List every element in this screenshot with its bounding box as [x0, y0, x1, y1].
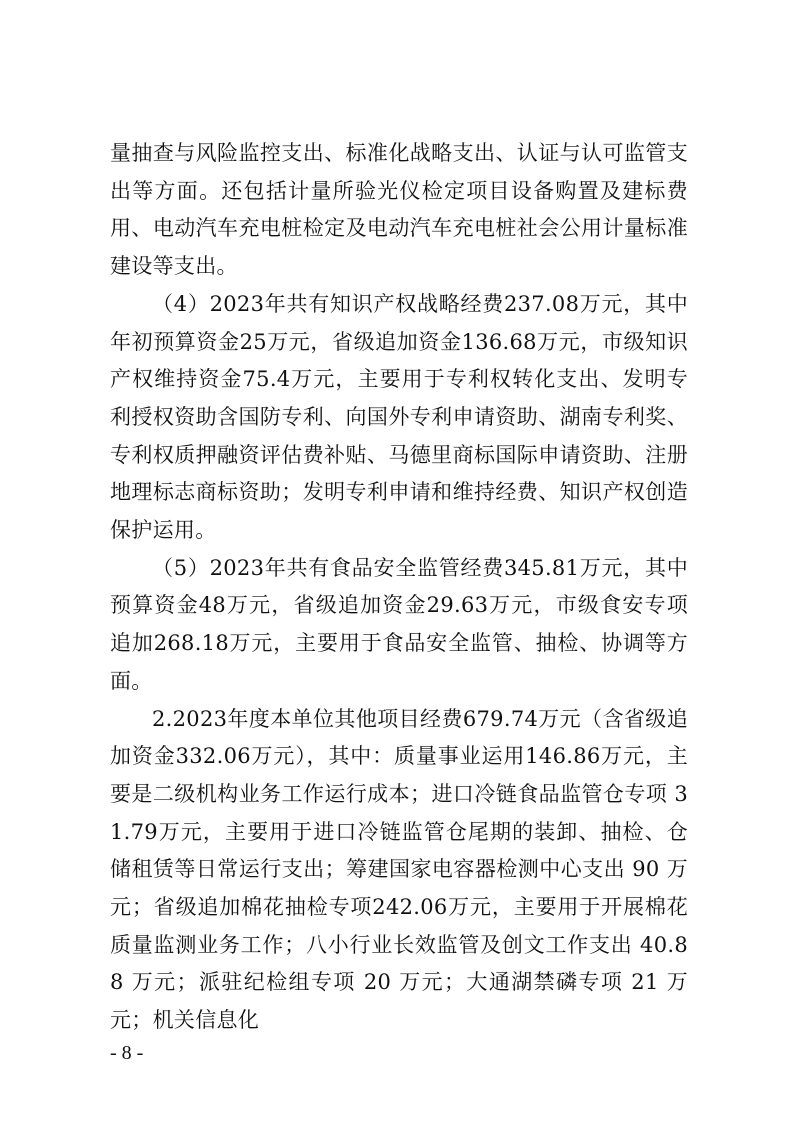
paragraph-ip-strategy-funds: （4）2023年共有知识产权战略经费237.08万元，其中年初预算资金25万元，省级追加资金136.68万元，市级知识产权维持资金75.4万元，主要用于专利权转化支出、发明专利授权资助含国防专利、向国外专利申请资助、湖南专利奖、专利权质押融资评估费补贴、马德里商标国际申请资助、注册地理标志商标资助；发明专利申请和维持经费、知识产权创造保护运用。 [110, 291, 688, 543]
document-body [110, 135, 688, 1040]
page-number: - 8 - [110, 1042, 144, 1064]
paragraph-continuation: 量抽查与风险监控支出、标准化战略支出、认证与认可监管支出等方面。还包括计量所验光仪检定项目设备购置及建标费用、电动汽车充电桩检定及电动汽车充电桩社会公用计量标准建设等支出。 [110, 141, 688, 279]
paragraph-other-project-funds: 2.2023年度本单位其他项目经费679.74万元（含省级追加资金332.06万元），其中：质量事业运用146.86万元，主要是二级机构业务工作运行成本；进口冷链食品监管仓专项 31.79万元，主要用于进口冷链监管仓尾期的装卸、抽检、仓储租赁等日常运行支出；筹建国家电容器检测中心支出 90 万元；省级追加棉花抽检专项242.06万元，主要用于开展棉花质量监测业务工作；八小行业长效监管及创文工作支出 40.88 万元；派驻纪检组专项 20 万元；大通湖禁磷专项 21 万元；机关信息化 [110, 706, 688, 1033]
paragraph-food-safety-funds: （5）2023年共有食品安全监管经费345.81万元，其中预算资金48万元，省级追加资金29.63万元，市级食安专项追加268.18万元，主要用于食品安全监管、抽检、协调等方面。 [110, 555, 688, 693]
